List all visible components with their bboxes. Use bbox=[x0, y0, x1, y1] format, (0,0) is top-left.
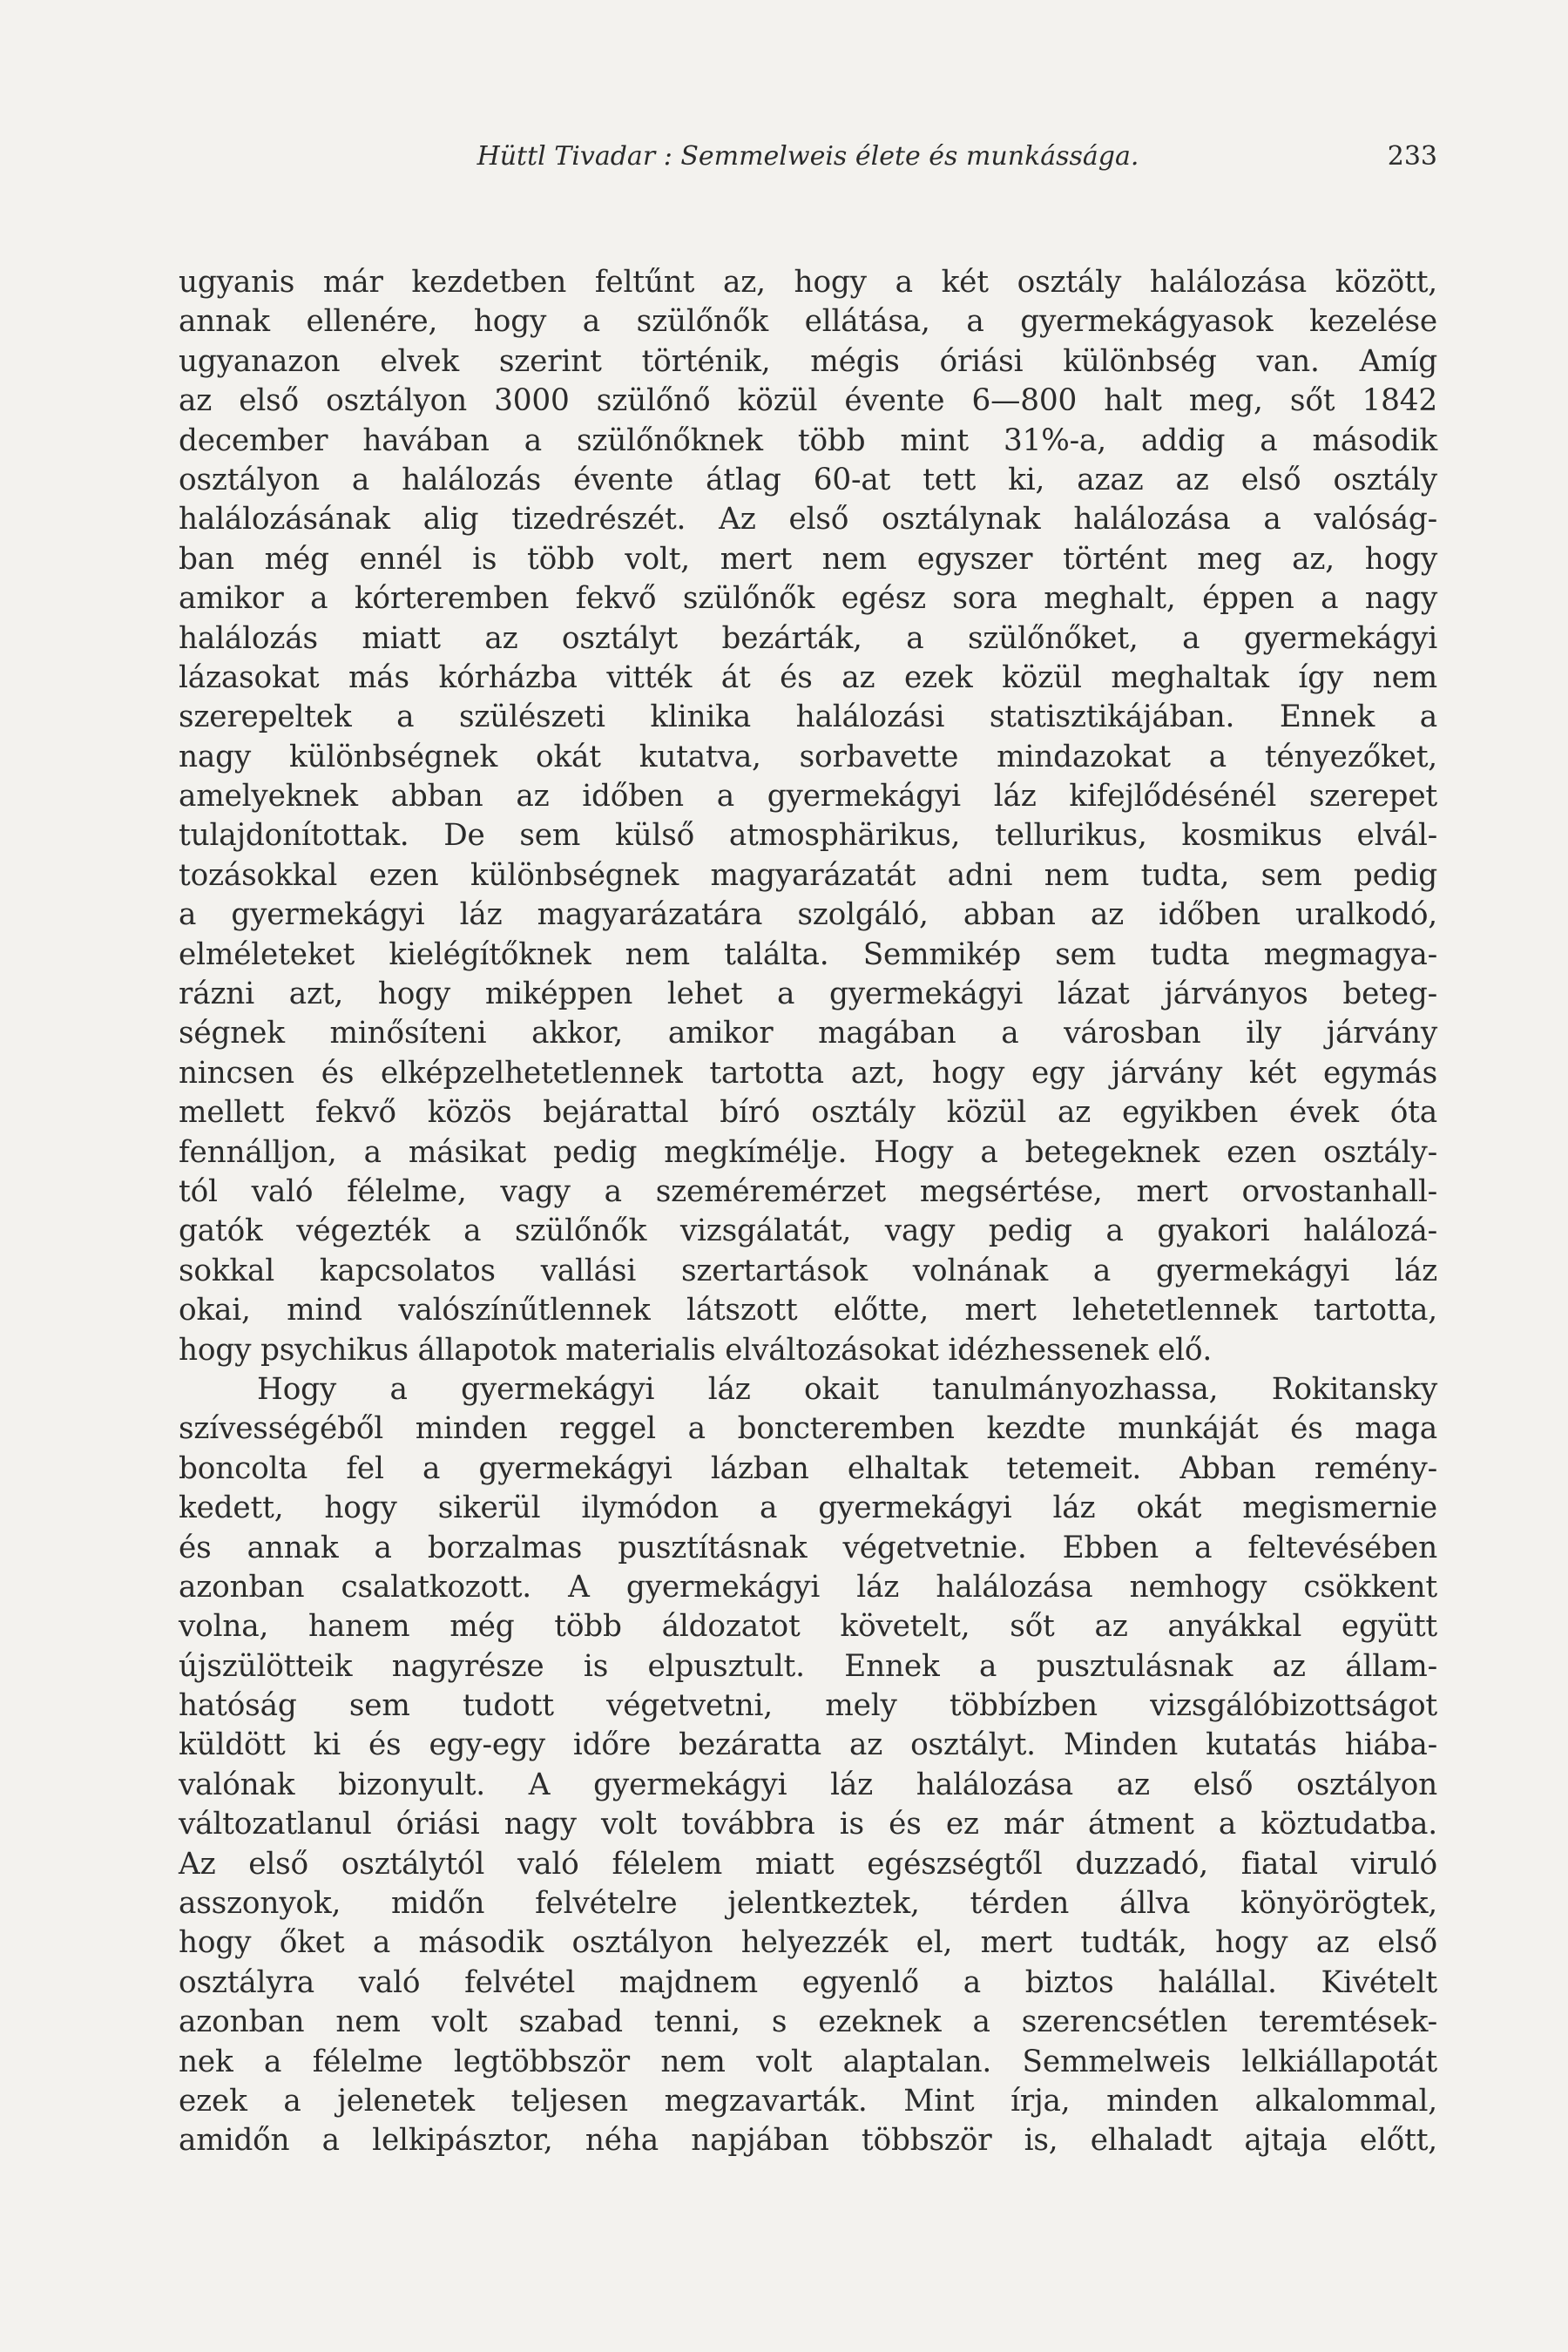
text-line: fennálljon, a másikat pedig megkímélje. Hogy a betegeknek ezen osztály- bbox=[179, 1134, 1437, 1170]
text-line: ugyanis már kezdetben feltűnt az, hogy a két osztály halálozása között, bbox=[179, 265, 1437, 300]
text-line: mellett fekvő közös bejárattal bíró osztály közül az egyikben évek óta bbox=[179, 1095, 1437, 1131]
text-line: asszonyok, midőn felvételre jelentkeztek, térden állva könyörögtek, bbox=[179, 1886, 1437, 1922]
running-head-title: Hüttl Tivadar : Semmelweis élete és munkássága. bbox=[476, 141, 1139, 172]
text-line: hogy psychikus állapotok materialis elváltozásokat idézhessenek elő. bbox=[179, 1332, 1213, 1368]
text-line: tozásokkal ezen különbségnek magyarázatát adni nem tudta, sem pedig bbox=[179, 857, 1437, 893]
text-line: lázasokat más kórházba vitték át és az ezek közül meghaltak így nem bbox=[179, 659, 1437, 695]
running-head bbox=[179, 141, 1437, 185]
text-line: hatóság sem tudott végetvetni, mely többízben vizsgálóbizottságot bbox=[179, 1688, 1437, 1724]
text-line: volna, hanem még több áldozatot követelt, sőt az anyákkal együtt bbox=[179, 1609, 1437, 1645]
text-line: valónak bizonyult. A gyermekágyi láz halálozása az első osztályon bbox=[179, 1767, 1437, 1802]
body-text bbox=[179, 263, 1437, 2161]
text-line: tulajdonítottak. De sem külső atmosphärikus, tellurikus, kosmikus elvál- bbox=[179, 818, 1437, 854]
text-line: hogy őket a második osztályon helyezzék el, mert tudták, hogy az első bbox=[179, 1925, 1437, 1961]
text-line: osztályon a halálozás évente átlag 60-at tett ki, azaz az első osztály bbox=[179, 462, 1437, 497]
text-line: szívességéből minden reggel a boncteremben kezdte munkáját és maga bbox=[179, 1411, 1437, 1447]
text-line: szerepeltek a szülészeti klinika halálozási statisztikájában. Ennek a bbox=[179, 700, 1437, 735]
text-line: változatlanul óriási nagy volt továbbra is és ez már átment a köztudatba. bbox=[179, 1807, 1437, 1842]
text-line: gatók végezték a szülőnők vizsgálatát, vagy pedig a gyakori halálozá- bbox=[179, 1213, 1437, 1249]
text-line: ugyanazon elvek szerint történik, mégis óriási különbség van. Amíg bbox=[179, 343, 1437, 379]
text-line: elméleteket kielégítőknek nem találta. Semmikép sem tudta megmagya- bbox=[179, 936, 1437, 972]
text-line: küldött ki és egy-egy időre bezáratta az osztályt. Minden kutatás hiába- bbox=[179, 1727, 1437, 1763]
text-line: az első osztályon 3000 szülőnő közül évente 6—800 halt meg, sőt 1842 bbox=[179, 383, 1437, 419]
text-line: amikor a kórteremben fekvő szülőnők egész sora meghalt, éppen a nagy bbox=[179, 581, 1437, 617]
text-line: tól való félelme, vagy a szeméremérzet megsértése, mert orvostanhall- bbox=[179, 1173, 1437, 1209]
text-line: Az első osztálytól való félelem miatt egészségtől duzzadó, fiatal viruló bbox=[179, 1846, 1437, 1882]
text-line: ségnek minősíteni akkor, amikor magában a városban ily járvány bbox=[179, 1016, 1437, 1051]
text-line: boncolta fel a gyermekágyi lázban elhaltak tetemeit. Abban remény- bbox=[179, 1450, 1437, 1486]
text-line: amidőn a lelkipásztor, néha napjában többször is, elhaladt ajtaja előtt, bbox=[179, 2123, 1437, 2159]
text-line: azonban csalatkozott. A gyermekágyi láz halálozása nemhogy csökkent bbox=[179, 1569, 1437, 1605]
text-line: halálozás miatt az osztályt bezárták, a szülőnőket, a gyermekágyi bbox=[179, 620, 1437, 656]
text-line: és annak a borzalmas pusztításnak végetvetnie. Ebben a feltevésében bbox=[179, 1530, 1437, 1565]
text-line: okai, mind valószínűtlennek látszott előtte, mert lehetetlennek tartotta, bbox=[179, 1293, 1437, 1328]
text-line: rázni azt, hogy miképpen lehet a gyermekágyi lázat járványos beteg- bbox=[179, 977, 1437, 1012]
text-line: Hogy a gyermekágyi láz okait tanulmányozhassa, Rokitansky bbox=[257, 1371, 1437, 1407]
text-line: ezek a jelenetek teljesen megzavarták. Mint írja, minden alkalommal, bbox=[179, 2083, 1437, 2119]
text-line: kedett, hogy sikerül ilymódon a gyermekágyi láz okát megismernie bbox=[179, 1490, 1437, 1526]
text-line: ban még ennél is több volt, mert nem egyszer történt meg az, hogy bbox=[179, 541, 1437, 577]
page-number: 233 bbox=[1387, 141, 1437, 172]
text-line: nincsen és elképzelhetetlennek tartotta azt, hogy egy járvány két egymás bbox=[179, 1055, 1437, 1091]
text-line: nagy különbségnek okát kutatva, sorbavette mindazokat a tényezőket, bbox=[179, 739, 1437, 774]
text-line: december havában a szülőnőknek több mint 31%-a, addig a második bbox=[179, 422, 1437, 458]
text-line: nek a félelme legtöbbször nem volt alaptalan. Semmelweis lelkiállapotát bbox=[179, 2044, 1437, 2079]
text-line: sokkal kapcsolatos vallási szertartások volnának a gyermekágyi láz bbox=[179, 1253, 1437, 1288]
text-line: amelyeknek abban az időben a gyermekágyi láz kifejlődésénél szerepet bbox=[179, 779, 1437, 814]
text-line: osztályra való felvétel majdnem egyenlő a biztos halállal. Kivételt bbox=[179, 1964, 1437, 2000]
text-line: annak ellenére, hogy a szülőnők ellátása, a gyermekágyasok kezelése bbox=[179, 304, 1437, 340]
text-line: újszülötteik nagyrésze is elpusztult. Ennek a pusztulásnak az állam- bbox=[179, 1648, 1437, 1684]
text-line: halálozásának alig tizedrészét. Az első osztálynak halálozása a valóság- bbox=[179, 502, 1437, 537]
text-line: azonban nem volt szabad tenni, s ezeknek a szerencsétlen teremtések- bbox=[179, 2004, 1437, 2040]
text-line: a gyermekágyi láz magyarázatára szolgáló, abban az időben uralkodó, bbox=[179, 897, 1437, 933]
